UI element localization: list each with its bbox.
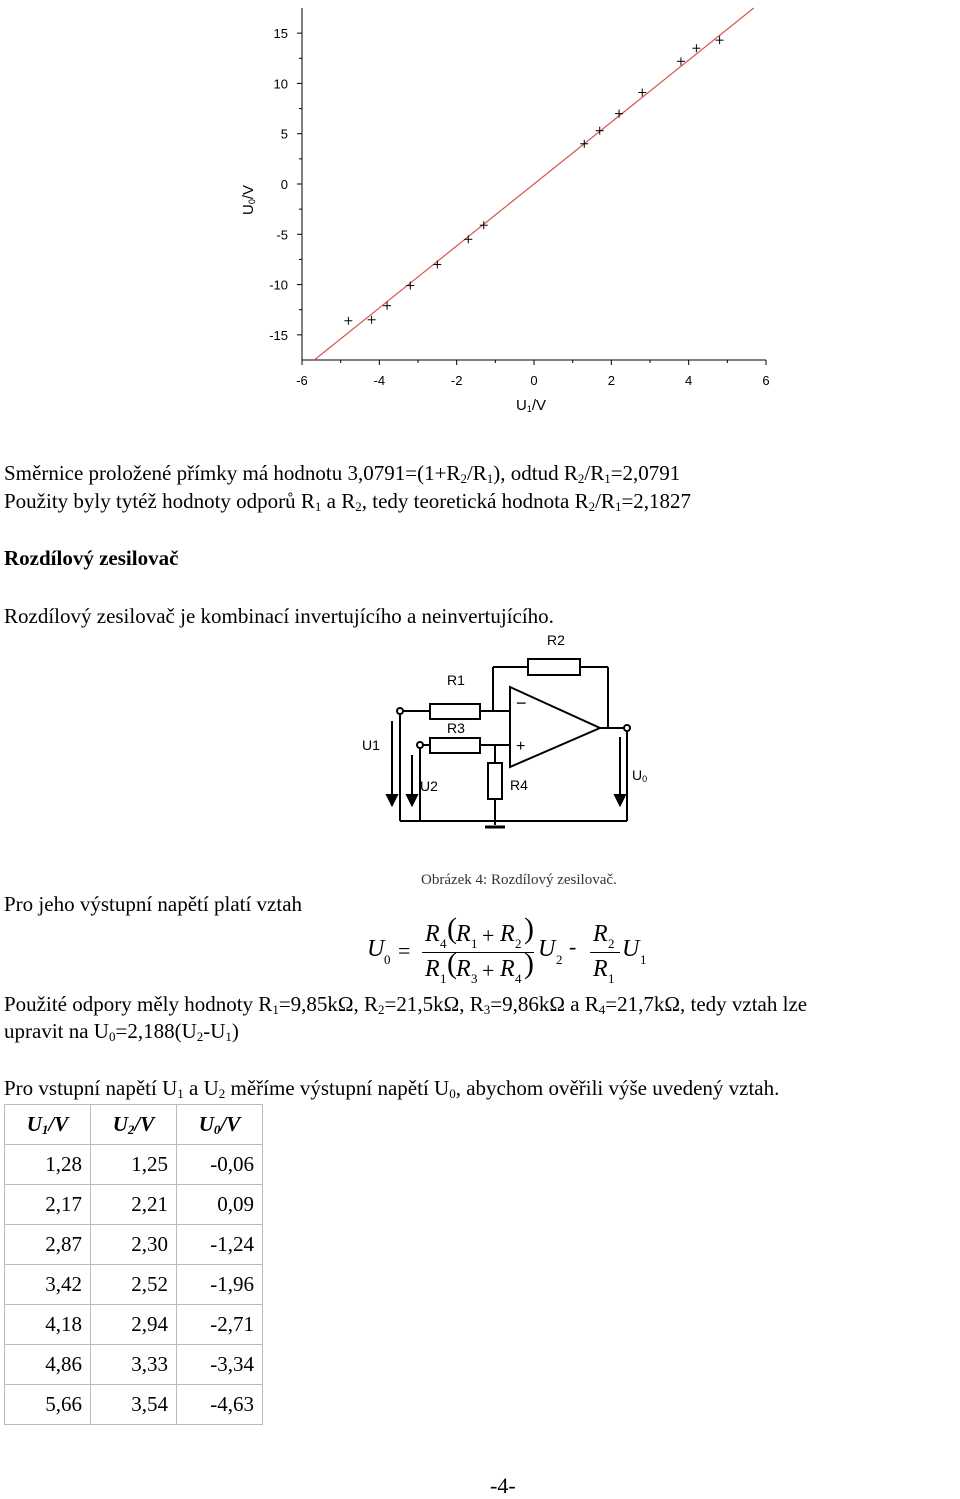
chart-svg bbox=[0, 0, 960, 440]
formula-equals: = bbox=[398, 938, 411, 963]
u0-arrowhead bbox=[615, 795, 625, 805]
y-tick-label: 0 bbox=[280, 177, 288, 192]
data-point bbox=[433, 260, 441, 268]
y-tick-label: -15 bbox=[269, 327, 288, 343]
figure-caption: Obrázek 4: Rozdílový zesilovač. bbox=[421, 872, 617, 888]
input-terminal-u2 bbox=[417, 742, 423, 748]
x-tick-label: -6 bbox=[296, 373, 308, 388]
x-tick-label: -4 bbox=[373, 373, 386, 388]
label-r4: R4 bbox=[510, 777, 528, 793]
table-row: 2,87 2,30 -1,24 bbox=[5, 1225, 263, 1265]
output-terminal bbox=[624, 725, 630, 731]
x-tick-label: 4 bbox=[685, 373, 693, 388]
formula-u0: U bbox=[367, 936, 385, 962]
x-tick-label: 6 bbox=[762, 373, 770, 388]
data-point bbox=[383, 302, 391, 310]
resistor-r2 bbox=[528, 659, 580, 675]
slope-sentence: Směrnice proložené přímky má hodnotu $3,0791=(1+R_2/R_1)$, odtud $R_2/R_1=2,0791$ bbox=[4, 461, 681, 486]
col-header-u1: $U_1/V$ bbox=[5, 1105, 91, 1145]
measurement-intro: Pro vstupní napětí $U_1$ a $U_2$ měříme výstupní napětí $U_0$, abychom ověřili výše uvedený vztah. bbox=[4, 1076, 780, 1101]
data-point bbox=[615, 110, 623, 118]
fraction-bar-1 bbox=[422, 952, 534, 953]
resistor-r1 bbox=[430, 704, 480, 719]
y-tick-label: 10 bbox=[273, 76, 288, 92]
y-tick-label: -5 bbox=[276, 227, 288, 243]
label-u2: U2 bbox=[420, 778, 438, 794]
resistor-r3 bbox=[430, 738, 480, 753]
plus-sign: + bbox=[516, 738, 526, 755]
col-header-u0: $U_0/V$ bbox=[177, 1105, 263, 1145]
label-r2: R2 bbox=[547, 632, 565, 648]
input-terminal-u1 bbox=[397, 708, 403, 714]
table-row: 5,66 3,54 -4,63 bbox=[5, 1385, 263, 1425]
label-r3: R3 bbox=[447, 720, 465, 736]
u1-arrowhead bbox=[387, 795, 397, 805]
minus-sign: − bbox=[516, 693, 527, 713]
label-r1: R1 bbox=[447, 672, 465, 688]
y-tick-label: 5 bbox=[280, 126, 288, 142]
table-row: 2,17 2,21 0,09 bbox=[5, 1185, 263, 1225]
y-tick-label: 15 bbox=[273, 26, 288, 42]
x-axis-label: $U_1/V$ bbox=[516, 397, 547, 414]
label-u1: U1 bbox=[362, 737, 380, 753]
x-tick-label: -2 bbox=[450, 373, 463, 388]
scatter-chart bbox=[0, 0, 960, 440]
table-row: 1,28 1,25 -0,06 bbox=[5, 1145, 263, 1185]
data-point bbox=[406, 282, 414, 290]
x-tick-label: 0 bbox=[530, 373, 538, 388]
table-header-row bbox=[5, 1105, 263, 1145]
u2-arrowhead bbox=[407, 795, 417, 805]
x-tick-label: 2 bbox=[607, 373, 615, 388]
section-heading: Rozdílový zesilovač bbox=[4, 546, 179, 570]
y-axis-label: $U_0/V$ bbox=[240, 184, 257, 215]
resistor-sentence: Použity byly tytéž hodnoty odporů $R_1$ a $R_2$, tedy teoretická hodnota $R_2/R_1=2,1827$ bbox=[4, 489, 692, 514]
circuit-diagram bbox=[350, 625, 670, 835]
fit-line bbox=[314, 8, 754, 360]
table-row: 4,86 3,33 -3,34 bbox=[5, 1345, 263, 1385]
resistor-values: Použité odpory měly hodnoty $R_1=9,85k\Omega$, $R_2=21,5k\Omega$, $R_3=9,86k\Omega$ a $R_4=21,7k\Omega$, tedy vztah lze bbox=[4, 992, 808, 1017]
y-tick-label: -10 bbox=[269, 277, 288, 293]
label-u0: U0 bbox=[632, 767, 648, 784]
intro-paragraph: Rozdílový zesilovač je kombinací invertujícího a neinvertujícího. bbox=[4, 604, 554, 628]
col-header-u2: $U_2/V$ bbox=[91, 1105, 177, 1145]
table-row: 3,42 2,52 -1,96 bbox=[5, 1265, 263, 1305]
data-point bbox=[464, 235, 472, 243]
resistor-r4 bbox=[488, 763, 502, 799]
fraction-bar-2 bbox=[590, 952, 620, 953]
measurement-table bbox=[4, 1104, 263, 1425]
relation-intro: Pro jeho výstupní napětí platí vztah bbox=[4, 892, 303, 916]
table-row: 4,18 2,94 -2,71 bbox=[5, 1305, 263, 1345]
page-number: -4- bbox=[490, 1473, 516, 1498]
simplified-relation: upravit na $U_0=2,188(U_2-U_1)$ bbox=[4, 1019, 239, 1044]
data-point bbox=[344, 317, 352, 325]
